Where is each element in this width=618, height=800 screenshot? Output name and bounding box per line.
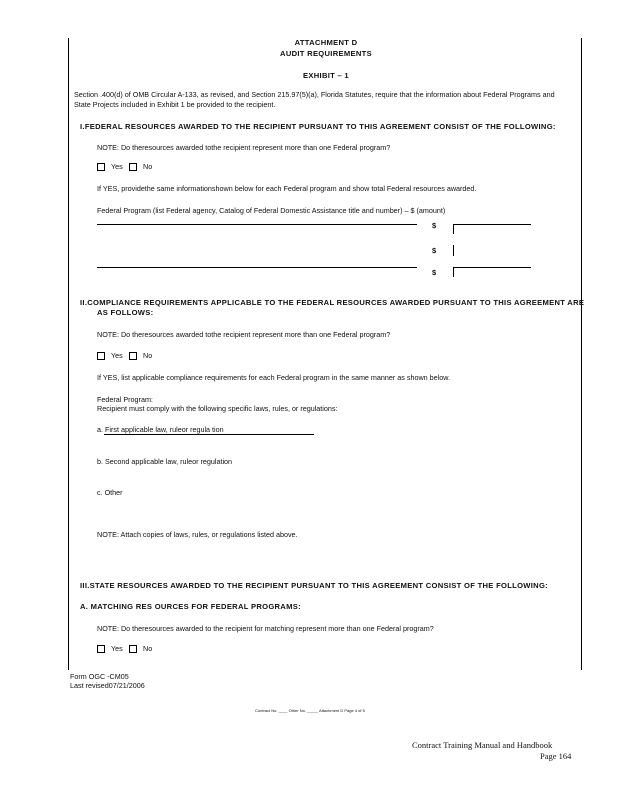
- recipient-comply-text: Recipient must comply with the following specific laws, rules, or regulations:: [97, 404, 338, 413]
- amount-entry-tick-3: [453, 267, 454, 277]
- page-number: Page 164: [540, 751, 572, 761]
- amount-entry-tick-2: [453, 245, 454, 256]
- dollar-sign-1: $: [432, 221, 437, 230]
- exhibit-label: EXHIBIT – 1: [303, 71, 349, 80]
- section1-program-line: Federal Program (list Federal agency, Catalog of Federal Domestic Assistance title and number) – $ (amount): [97, 206, 446, 215]
- section1-yes-checkbox[interactable]: Yes: [97, 162, 123, 171]
- section3-note: NOTE: Do theresources awarded to the recipient for matching represent more than one Federal program?: [97, 624, 434, 633]
- compliance-item-c: c. Other: [97, 488, 123, 497]
- checkbox-icon: [129, 163, 137, 171]
- intro-line-1: Section .400(d) of OMB Circular A-133, as revised, and Section 215.97(5)(a), Florida Statutes, require that the information about Federal Programs and: [74, 90, 555, 99]
- compliance-item-a-underline: [104, 434, 314, 435]
- amount-entry-line-2[interactable]: [453, 267, 531, 268]
- checkbox-icon: [97, 163, 105, 171]
- section2-yes-checkbox[interactable]: Yes: [97, 351, 123, 360]
- checkbox-icon: [129, 352, 137, 360]
- amount-entry-tick-1: [453, 224, 454, 234]
- section1-note: NOTE: Do theresources awarded tothe recipient represent more than one Federal program?: [97, 143, 391, 152]
- checkbox-icon: [97, 352, 105, 360]
- manual-title: Contract Training Manual and Handbook: [412, 740, 553, 750]
- attach-note: NOTE: Attach copies of laws, rules, or regulations listed above.: [97, 530, 298, 539]
- section3-yes-checkbox[interactable]: Yes: [97, 644, 123, 653]
- amount-entry-line-1[interactable]: [453, 224, 531, 225]
- right-border-line: [581, 38, 582, 670]
- intro-line-2: State Projects included in Exhibit 1 be provided to the recipient.: [74, 100, 276, 109]
- checkbox-icon: [129, 645, 137, 653]
- section3-no-checkbox[interactable]: No: [129, 644, 152, 653]
- compliance-item-b: b. Second applicable law, ruleor regulation: [97, 457, 233, 466]
- dollar-sign-2: $: [432, 246, 437, 255]
- section1-ifyes: If YES, providethe same informationshown below for each Federal program and show total Federal resources awarded.: [97, 184, 477, 193]
- section2-note: NOTE: Do theresources awarded tothe recipient represent more than one Federal program?: [97, 330, 391, 339]
- section2-no-checkbox[interactable]: No: [129, 351, 152, 360]
- section1-heading: I.FEDERAL RESOURCES AWARDED TO THE RECIPIENT PURSUANT TO THIS AGREEMENT CONSIST OF THE FOLLOWING:: [80, 122, 556, 131]
- left-border-line: [68, 38, 69, 670]
- contract-line: Contract No. ____ Other No. _____ Attachment D Page 4 of 5: [255, 708, 365, 713]
- section2-heading-line-2: AS FOLLOWS:: [97, 308, 154, 317]
- program-entry-line-1[interactable]: [97, 224, 417, 225]
- form-number: Form OGC -CM05: [70, 672, 129, 681]
- page-title: AUDIT REQUIREMENTS: [280, 49, 372, 58]
- compliance-item-a: a. First applicable law, ruleor regula tion: [97, 425, 224, 434]
- section2-ifyes: If YES, list applicable compliance requirements for each Federal program in the same manner as shown below.: [97, 373, 451, 382]
- section2-heading-line-1: II.COMPLIANCE REQUIREMENTS APPLICABLE TO THE FEDERAL RESOURCES AWARDED PURSUANT TO THIS AGREEMENT ARE: [80, 298, 585, 307]
- checkbox-icon: [97, 645, 105, 653]
- section3-subheading: A. MATCHING RES OURCES FOR FEDERAL PROGRAMS:: [80, 602, 301, 611]
- section1-no-checkbox[interactable]: No: [129, 162, 152, 171]
- dollar-sign-3: $: [432, 268, 437, 277]
- program-entry-line-2[interactable]: [97, 267, 417, 268]
- attachment-label: ATTACHMENT D: [294, 38, 358, 47]
- federal-program-label: Federal Program:: [97, 395, 153, 404]
- section3-heading: III.STATE RESOURCES AWARDED TO THE RECIPIENT PURSUANT TO THIS AGREEMENT CONSIST OF THE FOLLOWING:: [80, 581, 549, 590]
- revised-date: Last revised07/21/2006: [70, 681, 145, 690]
